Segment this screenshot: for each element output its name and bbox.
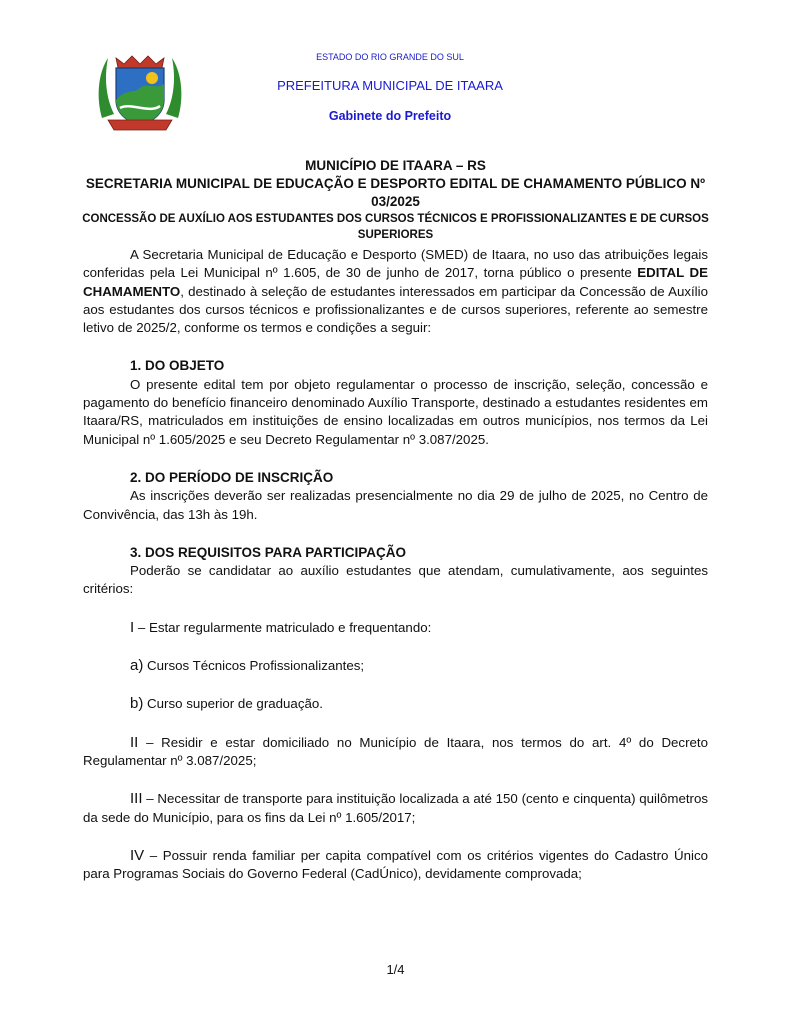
- criterion-a: [83, 657, 708, 675]
- criterion-iii: [83, 790, 708, 827]
- secretariat-title: SECRETARIA MUNICIPAL DE EDUCAÇÃO E DESPORTO EDITAL DE CHAMAMENTO PÚBLICO Nº 03/2025: [85, 176, 706, 209]
- criterion-ii-text: – Residir e estar domiciliado no Município de Itaara, nos termos do art. 4º do Decreto Regulamentar nº 3.087/2025;: [83, 734, 708, 768]
- criterion-b-text: Curso superior de graduação.: [143, 696, 323, 712]
- subject-title: CONCESSÃO DE AUXÍLIO AOS ESTUDANTES DOS CURSOS TÉCNICOS E PROFISSIONALIZANTES E DE CURSOS SUPERIORES: [82, 213, 709, 241]
- criterion-i-number: I: [130, 618, 135, 636]
- document-titles: [60, 157, 731, 243]
- intro-text-2: , destinado à seleção de estudantes interessados em participar da Concessão de Auxílio aos estudantes dos cursos técnicos e profissionalizantes e de cursos superiores, referente ao semestre letivo de 2025/2, conforme os termos e condições a seguir:: [83, 283, 708, 336]
- section-3-heading: 3. DOS REQUISITOS PARA PARTICIPAÇÃO: [130, 544, 407, 560]
- document-body: [83, 246, 708, 883]
- page-number: 1/4: [386, 962, 405, 977]
- section-1-heading: 1. DO OBJETO: [130, 358, 225, 374]
- cabinet-name: Gabinete do Prefeito: [328, 109, 452, 123]
- section-3-text: Poderão se candidatar ao auxílio estudantes que atendam, cumulativamente, aos seguintes critérios:: [83, 563, 708, 597]
- section-2-text: As inscrições deverão ser realizadas presencialmente no dia 29 de julho de 2025, no Centro de Convivência, das 13h às 19h.: [83, 488, 708, 522]
- section-2-heading: 2. DO PERÍODO DE INSCRIÇÃO: [130, 469, 334, 485]
- intro-text-1: A Secretaria Municipal de Educação e Desporto (SMED) de Itaara, no uso das atribuições legais conferidas pela Lei Municipal nº 1.605, de 30 de junho de 2017, torna público o presente: [83, 247, 708, 281]
- section-1-text: O presente edital tem por objeto regulamentar o processo de inscrição, seleção, concessão e pagamento do benefício financeiro denominado Auxílio Transporte, destinado a estudantes residentes em Itaara/RS, matriculados em instituições de ensino localizadas em outros municípios, nos termos da Lei Municipal nº 1.605/2025 e seu Decreto Regulamentar nº 3.087/2025.: [83, 376, 708, 447]
- prefecture-name: PREFEITURA MUNICIPAL DE ITAARA: [277, 78, 503, 93]
- intro-bold: EDITAL DE CHAMAMENTO: [83, 265, 708, 299]
- criterion-a-text: Cursos Técnicos Profissionalizantes;: [143, 658, 365, 674]
- criterion-b: [83, 695, 708, 713]
- criterion-ii: [83, 734, 708, 771]
- criterion-i: [83, 619, 708, 637]
- criterion-iv-text: – Possuir renda familiar per capita compatível com os critérios vigentes do Cadastro Único para Programas Sociais do Governo Federal (CadÚnico), devidamente comprovada;: [83, 847, 708, 882]
- intro-paragraph: [83, 246, 708, 337]
- state-name: ESTADO DO RIO GRANDE DO SUL: [316, 52, 464, 62]
- criterion-iv: [83, 847, 708, 884]
- criterion-iii-number: III: [130, 790, 143, 808]
- criterion-ii-number: II: [130, 733, 139, 751]
- criterion-a-letter: a): [130, 657, 144, 675]
- criterion-b-letter: b): [130, 695, 144, 713]
- criterion-i-text: – Estar regularmente matriculado e frequentando:: [134, 619, 432, 635]
- municipality-title: MUNICÍPIO DE ITAARA – RS: [305, 158, 486, 173]
- municipal-crest-icon: [94, 48, 186, 134]
- criterion-iv-number: IV: [130, 846, 145, 864]
- criterion-iii-text: – Necessitar de transporte para instituição localizada a até 150 (cento e cinquenta) quilômetros da sede do Município, para os fins da Lei nº 1.605/2017;: [83, 791, 708, 825]
